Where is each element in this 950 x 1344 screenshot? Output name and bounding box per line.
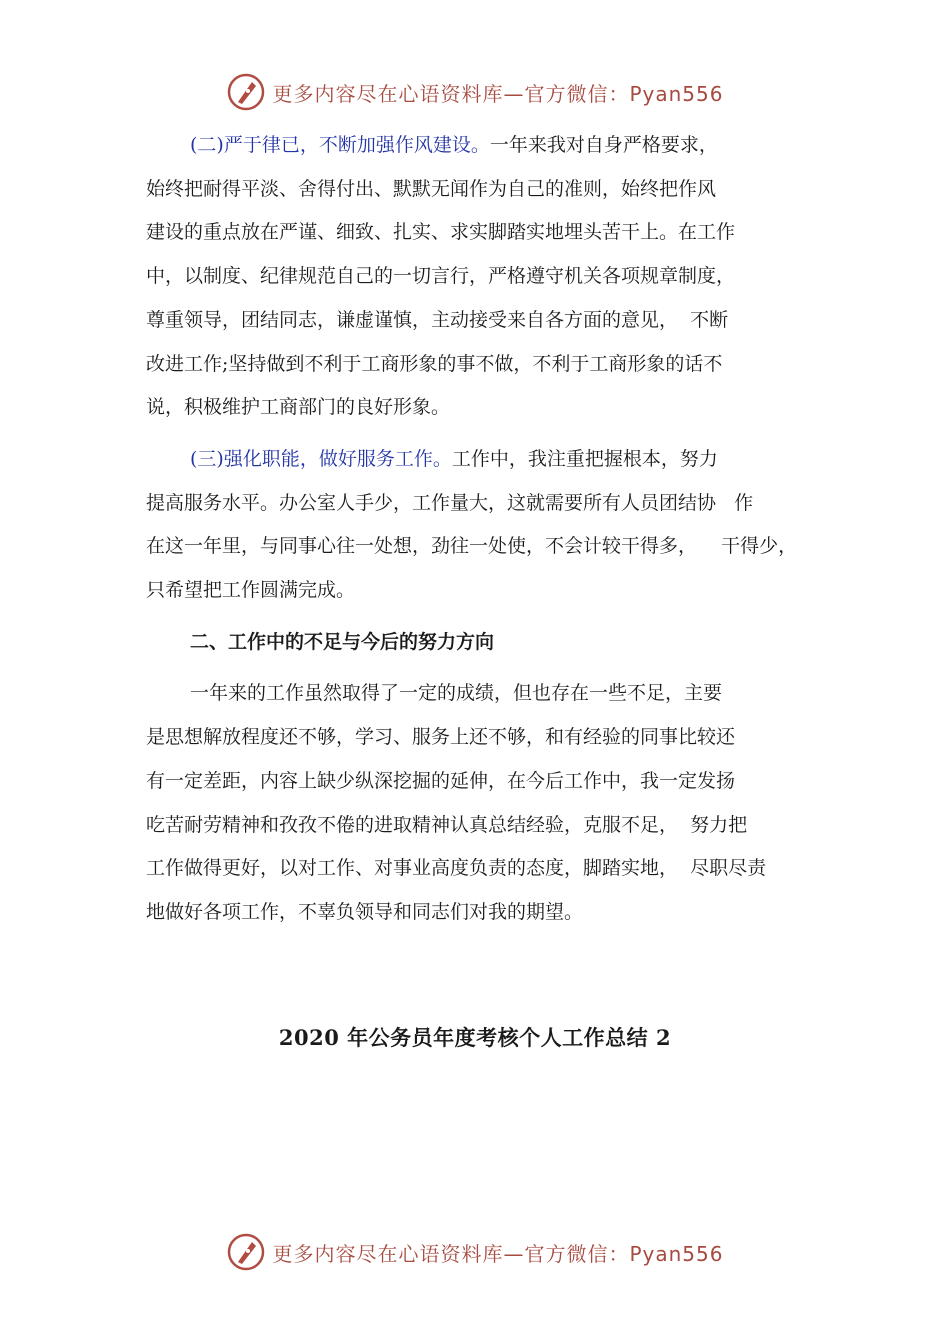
para3-line: 地做好各项工作，不辜负领导和同志们对我的期望。 [146, 900, 584, 923]
para3-first-line: 一年来的工作虽然取得了一定的成绩，但也存在一些不足，主要 [190, 682, 723, 705]
watermark-text: 更多内容尽在心语资料库—官方微信：Pyan556 [272, 81, 724, 106]
para1-lead: (二)严于律已，不断加强作风建设。 [190, 134, 490, 156]
para1-rest: 一年来我对自身严格要求， [489, 134, 718, 156]
pen-nib-circle-icon [226, 1232, 266, 1272]
para3-line: 是思想解放程度还不够，学习、服务上还不够，和有经验的同事比较还 [146, 726, 736, 749]
section-heading: 二、工作中的不足与今后的努力方向 [190, 630, 495, 653]
para1-line: 改进工作;坚持做到不利于工商形象的事不做，不利于工商形象的话不 [146, 352, 723, 375]
pen-nib-circle-icon [226, 72, 266, 112]
para2-lead: (三)强化职能，做好服务工作。 [190, 447, 452, 470]
para1-line: 始终把耐得平淡、舍得付出、默默无闻作为自己的准则，始终把作风 [146, 177, 717, 200]
para2-line: 在这一年里，与同事心往一处想，劲往一处使，不会计较干得多， 干得少， [146, 535, 798, 558]
watermark-text: 更多内容尽在心语资料库—官方微信：Pyan556 [272, 1241, 724, 1266]
para1-line: 说，积极维护工商部门的良好形象。 [146, 396, 451, 419]
document-body [146, 124, 814, 935]
header-watermark [0, 70, 950, 114]
para1-line: 建设的重点放在严谨、细致、扎实、求实脚踏实地埋头苦干上。在工作 [146, 221, 736, 244]
para1-first-line [146, 124, 814, 168]
para3-line: 有一定差距，内容上缺少纵深挖掘的延伸，在今后工作中，我一定发扬 [146, 769, 736, 792]
para2-line: 提高服务水平。办公室人手少，工作量大，这就需要所有人员团结协 作 [146, 491, 754, 514]
document-title: 2020 年公务员年度考核个人工作总结 2 [278, 1025, 672, 1050]
para1-line: 中，以制度、纪律规范自己的一切言行，严格遵守机关各项规章制度， [146, 265, 736, 288]
footer-watermark [0, 1230, 950, 1274]
para3-line: 工作做得更好，以对工作、对事业高度负责的态度，脚踏实地， 尽职尽责 [146, 857, 767, 880]
para3-line: 吃苦耐劳精神和孜孜不倦的进取精神认真总结经验，克服不足， 努力把 [146, 813, 748, 836]
para1-line: 尊重领导，团结同志，谦虚谨慎，主动接受来自各方面的意见， 不断 [146, 308, 729, 331]
para2-line: 只希望把工作圆满完成。 [146, 579, 356, 602]
para2-rest: 工作中，我注重把握根本，努力 [451, 447, 718, 470]
para2-first-line [146, 438, 814, 482]
